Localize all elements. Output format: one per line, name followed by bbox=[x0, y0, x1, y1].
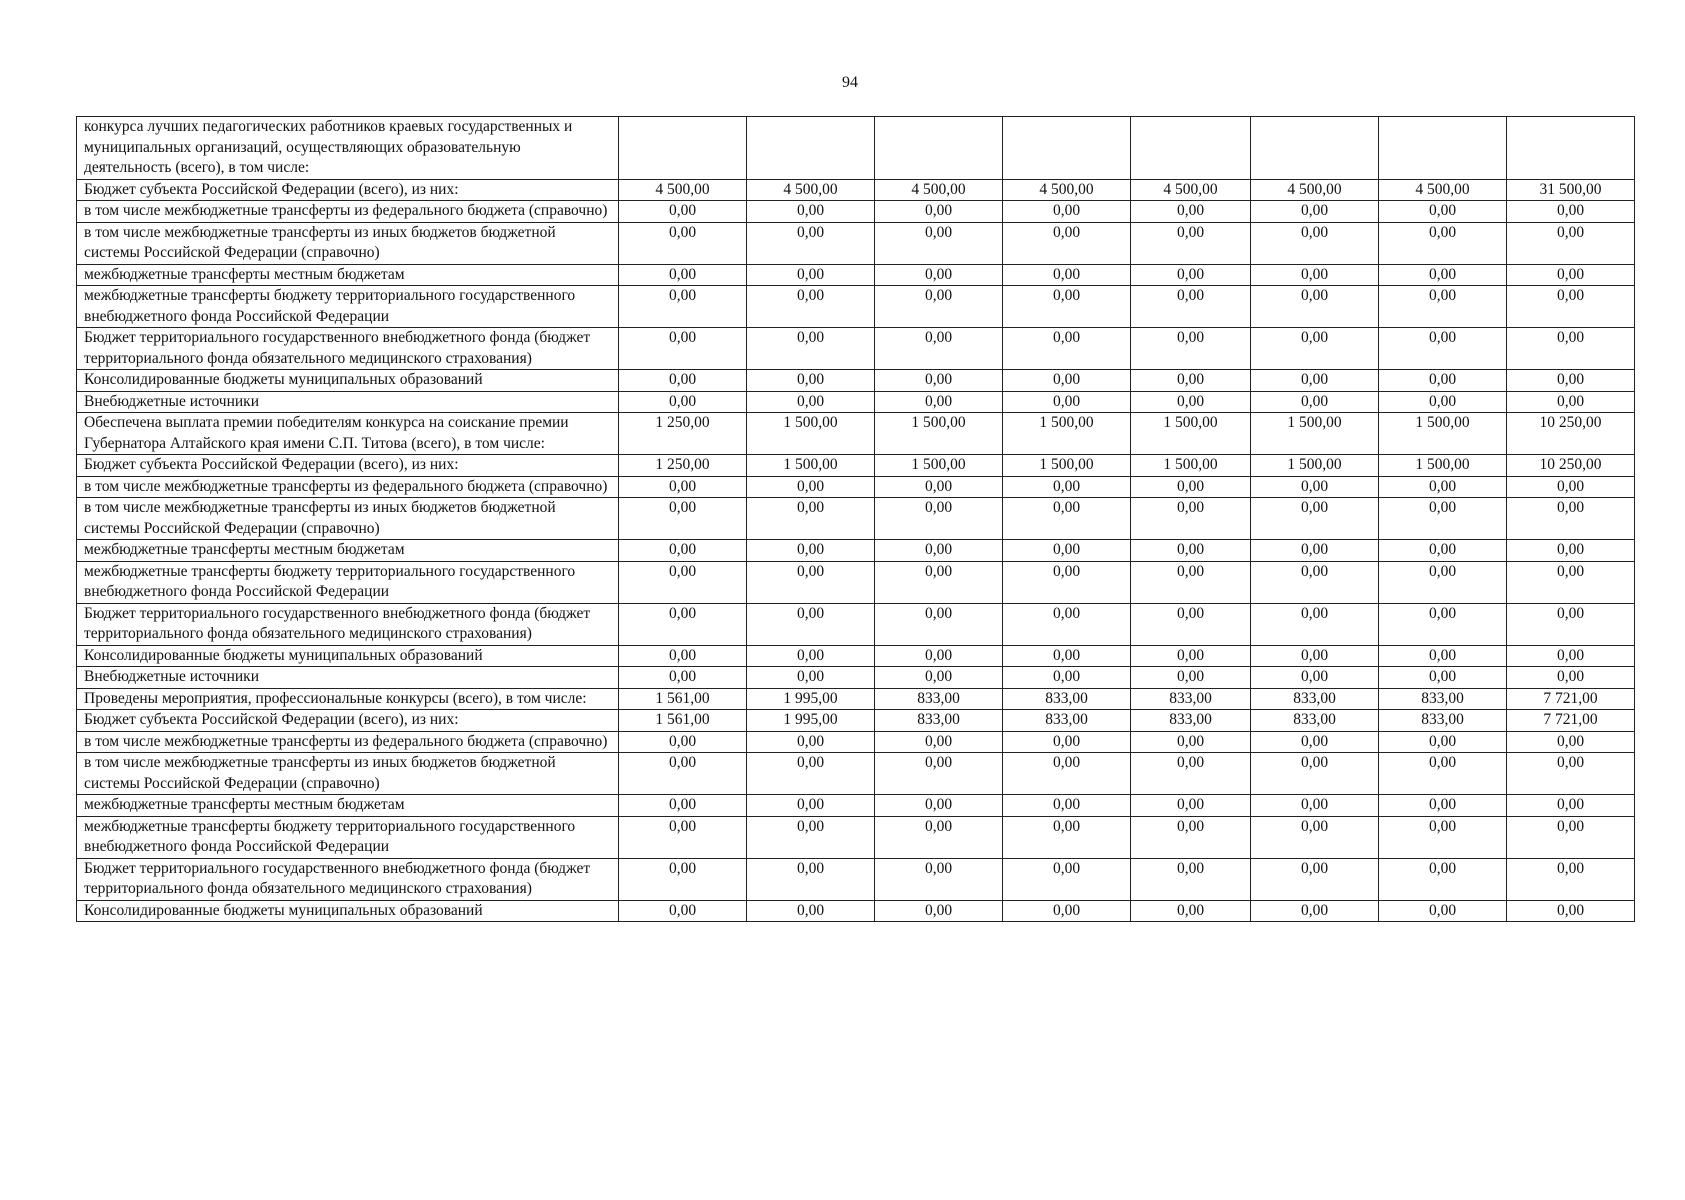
value-cell: 0,00 bbox=[1131, 561, 1251, 603]
value-cell: 4 500,00 bbox=[1379, 179, 1507, 201]
row-label: Консолидированные бюджеты муниципальных образований bbox=[77, 900, 619, 922]
value-cell: 0,00 bbox=[619, 264, 747, 286]
total-cell: 0,00 bbox=[1507, 667, 1635, 689]
budget-table bbox=[76, 116, 1635, 922]
total-cell: 0,00 bbox=[1507, 476, 1635, 498]
value-cell: 833,00 bbox=[1379, 710, 1507, 732]
value-cell: 0,00 bbox=[619, 370, 747, 392]
total-cell: 10 250,00 bbox=[1507, 455, 1635, 477]
value-cell: 0,00 bbox=[1251, 816, 1379, 858]
table-row bbox=[77, 476, 1635, 498]
value-cell: 0,00 bbox=[747, 201, 875, 223]
value-cell: 0,00 bbox=[747, 816, 875, 858]
value-cell: 0,00 bbox=[619, 201, 747, 223]
value-cell: 0,00 bbox=[747, 370, 875, 392]
table-row bbox=[77, 286, 1635, 328]
total-cell: 0,00 bbox=[1507, 731, 1635, 753]
value-cell: 0,00 bbox=[1131, 731, 1251, 753]
value-cell: 1 561,00 bbox=[619, 710, 747, 732]
value-cell: 0,00 bbox=[1131, 498, 1251, 540]
value-cell: 4 500,00 bbox=[619, 179, 747, 201]
value-cell: 0,00 bbox=[747, 561, 875, 603]
value-cell: 0,00 bbox=[875, 498, 1003, 540]
value-cell: 0,00 bbox=[1251, 201, 1379, 223]
value-cell: 4 500,00 bbox=[875, 179, 1003, 201]
value-cell: 0,00 bbox=[1251, 795, 1379, 817]
row-label: Внебюджетные источники bbox=[77, 391, 619, 413]
value-cell: 0,00 bbox=[1003, 498, 1131, 540]
value-cell: 0,00 bbox=[875, 858, 1003, 900]
total-cell: 0,00 bbox=[1507, 645, 1635, 667]
value-cell: 0,00 bbox=[875, 391, 1003, 413]
value-cell: 833,00 bbox=[1003, 710, 1131, 732]
row-label: межбюджетные трансферты местным бюджетам bbox=[77, 264, 619, 286]
value-cell: 0,00 bbox=[1131, 900, 1251, 922]
value-cell: 0,00 bbox=[875, 328, 1003, 370]
value-cell: 0,00 bbox=[619, 667, 747, 689]
value-cell: 833,00 bbox=[1251, 710, 1379, 732]
value-cell: 0,00 bbox=[875, 476, 1003, 498]
total-cell: 10 250,00 bbox=[1507, 413, 1635, 455]
value-cell: 0,00 bbox=[1003, 264, 1131, 286]
value-cell: 0,00 bbox=[1251, 731, 1379, 753]
row-label: Внебюджетные источники bbox=[77, 667, 619, 689]
value-cell: 0,00 bbox=[1131, 264, 1251, 286]
value-cell: 0,00 bbox=[1251, 328, 1379, 370]
value-cell bbox=[1003, 117, 1131, 180]
value-cell: 0,00 bbox=[1003, 667, 1131, 689]
value-cell: 0,00 bbox=[1379, 645, 1507, 667]
value-cell: 4 500,00 bbox=[1131, 179, 1251, 201]
value-cell: 1 250,00 bbox=[619, 455, 747, 477]
value-cell: 0,00 bbox=[1251, 286, 1379, 328]
row-label: Консолидированные бюджеты муниципальных образований bbox=[77, 645, 619, 667]
value-cell: 0,00 bbox=[875, 286, 1003, 328]
total-cell: 0,00 bbox=[1507, 561, 1635, 603]
value-cell: 0,00 bbox=[1251, 561, 1379, 603]
value-cell: 0,00 bbox=[1251, 264, 1379, 286]
value-cell: 833,00 bbox=[1003, 688, 1131, 710]
table-row bbox=[77, 201, 1635, 223]
value-cell: 1 500,00 bbox=[1003, 413, 1131, 455]
value-cell: 1 561,00 bbox=[619, 688, 747, 710]
table-row bbox=[77, 603, 1635, 645]
value-cell: 0,00 bbox=[875, 370, 1003, 392]
value-cell: 1 500,00 bbox=[747, 413, 875, 455]
value-cell: 0,00 bbox=[747, 264, 875, 286]
value-cell: 4 500,00 bbox=[1251, 179, 1379, 201]
table-row bbox=[77, 561, 1635, 603]
value-cell: 0,00 bbox=[1003, 561, 1131, 603]
value-cell: 0,00 bbox=[1379, 476, 1507, 498]
value-cell: 0,00 bbox=[747, 645, 875, 667]
value-cell: 0,00 bbox=[875, 603, 1003, 645]
value-cell bbox=[1251, 117, 1379, 180]
value-cell: 0,00 bbox=[1131, 328, 1251, 370]
value-cell: 0,00 bbox=[1131, 286, 1251, 328]
value-cell: 1 995,00 bbox=[747, 688, 875, 710]
value-cell: 0,00 bbox=[1379, 667, 1507, 689]
row-label: в том числе межбюджетные трансферты из иных бюджетов бюджетной системы Российской Федерации (справочно) bbox=[77, 498, 619, 540]
value-cell: 0,00 bbox=[875, 264, 1003, 286]
row-label: Бюджет субъекта Российской Федерации (всего), из них: bbox=[77, 455, 619, 477]
value-cell: 0,00 bbox=[1131, 540, 1251, 562]
value-cell: 1 500,00 bbox=[1379, 413, 1507, 455]
value-cell: 0,00 bbox=[1379, 561, 1507, 603]
total-cell: 31 500,00 bbox=[1507, 179, 1635, 201]
value-cell: 0,00 bbox=[1379, 753, 1507, 795]
value-cell: 0,00 bbox=[1131, 476, 1251, 498]
value-cell: 1 500,00 bbox=[875, 455, 1003, 477]
page-number: 94 bbox=[842, 74, 858, 91]
value-cell: 0,00 bbox=[1251, 858, 1379, 900]
value-cell: 4 500,00 bbox=[747, 179, 875, 201]
table-row bbox=[77, 391, 1635, 413]
value-cell: 0,00 bbox=[1379, 540, 1507, 562]
total-cell: 0,00 bbox=[1507, 328, 1635, 370]
value-cell: 833,00 bbox=[1251, 688, 1379, 710]
value-cell: 0,00 bbox=[1131, 201, 1251, 223]
value-cell: 0,00 bbox=[1003, 753, 1131, 795]
value-cell: 0,00 bbox=[1379, 222, 1507, 264]
value-cell: 1 250,00 bbox=[619, 413, 747, 455]
total-cell bbox=[1507, 117, 1635, 180]
total-cell: 0,00 bbox=[1507, 391, 1635, 413]
value-cell bbox=[1131, 117, 1251, 180]
value-cell: 833,00 bbox=[875, 710, 1003, 732]
value-cell: 1 500,00 bbox=[1003, 455, 1131, 477]
value-cell: 1 995,00 bbox=[747, 710, 875, 732]
row-label: в том числе межбюджетные трансферты из иных бюджетов бюджетной системы Российской Федерации (справочно) bbox=[77, 222, 619, 264]
table-row bbox=[77, 413, 1635, 455]
value-cell: 1 500,00 bbox=[1131, 413, 1251, 455]
table-row bbox=[77, 900, 1635, 922]
table-row bbox=[77, 688, 1635, 710]
row-label: в том числе межбюджетные трансферты из федерального бюджета (справочно) bbox=[77, 201, 619, 223]
row-label: в том числе межбюджетные трансферты из иных бюджетов бюджетной системы Российской Федерации (справочно) bbox=[77, 753, 619, 795]
value-cell: 0,00 bbox=[619, 900, 747, 922]
value-cell: 0,00 bbox=[1251, 667, 1379, 689]
value-cell: 0,00 bbox=[1379, 603, 1507, 645]
value-cell: 1 500,00 bbox=[1251, 413, 1379, 455]
value-cell bbox=[747, 117, 875, 180]
value-cell: 833,00 bbox=[875, 688, 1003, 710]
value-cell: 0,00 bbox=[747, 391, 875, 413]
value-cell: 0,00 bbox=[875, 816, 1003, 858]
total-cell: 7 721,00 bbox=[1507, 710, 1635, 732]
value-cell: 0,00 bbox=[1251, 645, 1379, 667]
value-cell: 0,00 bbox=[1003, 391, 1131, 413]
value-cell: 0,00 bbox=[875, 667, 1003, 689]
value-cell: 0,00 bbox=[1131, 667, 1251, 689]
value-cell: 0,00 bbox=[619, 795, 747, 817]
value-cell: 1 500,00 bbox=[875, 413, 1003, 455]
value-cell: 0,00 bbox=[1379, 900, 1507, 922]
table-row bbox=[77, 710, 1635, 732]
value-cell: 833,00 bbox=[1131, 710, 1251, 732]
value-cell: 0,00 bbox=[1003, 222, 1131, 264]
value-cell: 0,00 bbox=[619, 816, 747, 858]
value-cell: 0,00 bbox=[619, 753, 747, 795]
value-cell: 0,00 bbox=[1379, 286, 1507, 328]
value-cell: 0,00 bbox=[1003, 900, 1131, 922]
value-cell bbox=[875, 117, 1003, 180]
value-cell: 0,00 bbox=[1003, 201, 1131, 223]
table-row bbox=[77, 328, 1635, 370]
value-cell: 0,00 bbox=[619, 603, 747, 645]
value-cell: 0,00 bbox=[875, 795, 1003, 817]
value-cell: 0,00 bbox=[1131, 645, 1251, 667]
table-row bbox=[77, 540, 1635, 562]
value-cell: 0,00 bbox=[747, 900, 875, 922]
value-cell: 0,00 bbox=[619, 498, 747, 540]
value-cell: 0,00 bbox=[1379, 816, 1507, 858]
value-cell: 0,00 bbox=[1003, 645, 1131, 667]
row-label: Бюджет территориального государственного внебюджетного фонда (бюджет территориального фонда обязательного медицинского страхования) bbox=[77, 328, 619, 370]
value-cell: 0,00 bbox=[1003, 795, 1131, 817]
value-cell: 0,00 bbox=[619, 645, 747, 667]
value-cell: 0,00 bbox=[747, 286, 875, 328]
row-label: Обеспечена выплата премии победителям конкурса на соискание премии Губернатора Алтайского края имени С.П. Титова (всего), в том числе: bbox=[77, 413, 619, 455]
value-cell: 0,00 bbox=[619, 540, 747, 562]
value-cell: 0,00 bbox=[875, 753, 1003, 795]
value-cell: 0,00 bbox=[747, 498, 875, 540]
value-cell: 0,00 bbox=[747, 222, 875, 264]
value-cell: 0,00 bbox=[875, 731, 1003, 753]
value-cell: 0,00 bbox=[875, 561, 1003, 603]
row-label: Бюджет территориального государственного внебюджетного фонда (бюджет территориального фонда обязательного медицинского страхования) bbox=[77, 858, 619, 900]
total-cell: 0,00 bbox=[1507, 753, 1635, 795]
table-row bbox=[77, 816, 1635, 858]
total-cell: 7 721,00 bbox=[1507, 688, 1635, 710]
value-cell: 4 500,00 bbox=[1003, 179, 1131, 201]
row-label: Проведены мероприятия, профессиональные конкурсы (всего), в том числе: bbox=[77, 688, 619, 710]
table-row bbox=[77, 731, 1635, 753]
value-cell: 0,00 bbox=[875, 201, 1003, 223]
value-cell: 0,00 bbox=[1251, 540, 1379, 562]
row-label: межбюджетные трансферты местным бюджетам bbox=[77, 540, 619, 562]
value-cell: 0,00 bbox=[619, 328, 747, 370]
row-label: Бюджет территориального государственного внебюджетного фонда (бюджет территориального фонда обязательного медицинского страхования) bbox=[77, 603, 619, 645]
table-row bbox=[77, 455, 1635, 477]
table-row bbox=[77, 370, 1635, 392]
value-cell: 0,00 bbox=[1003, 370, 1131, 392]
row-label: в том числе межбюджетные трансферты из федерального бюджета (справочно) bbox=[77, 476, 619, 498]
total-cell: 0,00 bbox=[1507, 286, 1635, 328]
value-cell: 0,00 bbox=[619, 731, 747, 753]
table-row bbox=[77, 264, 1635, 286]
value-cell: 0,00 bbox=[619, 858, 747, 900]
value-cell: 0,00 bbox=[1379, 858, 1507, 900]
value-cell: 0,00 bbox=[619, 391, 747, 413]
table-row bbox=[77, 667, 1635, 689]
row-label: межбюджетные трансферты бюджету территориального государственного внебюджетного фонда Российской Федерации bbox=[77, 816, 619, 858]
value-cell: 0,00 bbox=[875, 540, 1003, 562]
value-cell: 0,00 bbox=[619, 476, 747, 498]
value-cell: 0,00 bbox=[747, 540, 875, 562]
row-label: конкурса лучших педагогических работников краевых государственных и муниципальных организаций, осуществляющих образовательную деятельность (всего), в том числе: bbox=[77, 117, 619, 180]
row-label: в том числе межбюджетные трансферты из федерального бюджета (справочно) bbox=[77, 731, 619, 753]
value-cell: 0,00 bbox=[875, 900, 1003, 922]
total-cell: 0,00 bbox=[1507, 498, 1635, 540]
value-cell: 0,00 bbox=[1003, 540, 1131, 562]
value-cell: 0,00 bbox=[875, 222, 1003, 264]
value-cell: 0,00 bbox=[1131, 753, 1251, 795]
value-cell: 0,00 bbox=[1131, 816, 1251, 858]
value-cell: 833,00 bbox=[1131, 688, 1251, 710]
value-cell: 0,00 bbox=[619, 222, 747, 264]
table-row bbox=[77, 858, 1635, 900]
value-cell: 0,00 bbox=[1003, 731, 1131, 753]
value-cell: 0,00 bbox=[747, 603, 875, 645]
value-cell: 0,00 bbox=[1379, 391, 1507, 413]
value-cell: 1 500,00 bbox=[1379, 455, 1507, 477]
value-cell: 0,00 bbox=[1251, 476, 1379, 498]
table-row bbox=[77, 795, 1635, 817]
value-cell: 0,00 bbox=[1003, 476, 1131, 498]
value-cell: 1 500,00 bbox=[1251, 455, 1379, 477]
value-cell: 0,00 bbox=[1251, 370, 1379, 392]
value-cell: 0,00 bbox=[1003, 328, 1131, 370]
value-cell: 0,00 bbox=[1003, 286, 1131, 328]
value-cell: 0,00 bbox=[747, 731, 875, 753]
row-label: Бюджет субъекта Российской Федерации (всего), из них: bbox=[77, 710, 619, 732]
total-cell: 0,00 bbox=[1507, 201, 1635, 223]
table-row bbox=[77, 179, 1635, 201]
value-cell: 0,00 bbox=[619, 286, 747, 328]
value-cell: 0,00 bbox=[1251, 753, 1379, 795]
value-cell: 0,00 bbox=[619, 561, 747, 603]
value-cell: 0,00 bbox=[747, 328, 875, 370]
value-cell: 0,00 bbox=[747, 667, 875, 689]
row-label: Бюджет субъекта Российской Федерации (всего), из них: bbox=[77, 179, 619, 201]
value-cell: 0,00 bbox=[1131, 795, 1251, 817]
table-row bbox=[77, 222, 1635, 264]
value-cell: 0,00 bbox=[1379, 795, 1507, 817]
value-cell: 0,00 bbox=[1379, 498, 1507, 540]
value-cell: 0,00 bbox=[747, 795, 875, 817]
value-cell bbox=[1379, 117, 1507, 180]
value-cell: 0,00 bbox=[1379, 201, 1507, 223]
value-cell: 1 500,00 bbox=[747, 455, 875, 477]
value-cell: 0,00 bbox=[875, 645, 1003, 667]
total-cell: 0,00 bbox=[1507, 264, 1635, 286]
table-row bbox=[77, 498, 1635, 540]
value-cell: 0,00 bbox=[1379, 370, 1507, 392]
value-cell: 0,00 bbox=[1003, 816, 1131, 858]
total-cell: 0,00 bbox=[1507, 900, 1635, 922]
value-cell: 0,00 bbox=[1379, 731, 1507, 753]
value-cell: 0,00 bbox=[747, 476, 875, 498]
table-row bbox=[77, 753, 1635, 795]
total-cell: 0,00 bbox=[1507, 858, 1635, 900]
value-cell: 0,00 bbox=[1251, 900, 1379, 922]
table-row bbox=[77, 645, 1635, 667]
value-cell: 0,00 bbox=[1003, 603, 1131, 645]
value-cell: 0,00 bbox=[747, 753, 875, 795]
table-row bbox=[77, 117, 1635, 180]
total-cell: 0,00 bbox=[1507, 222, 1635, 264]
value-cell: 0,00 bbox=[1003, 858, 1131, 900]
value-cell: 0,00 bbox=[1131, 858, 1251, 900]
value-cell: 0,00 bbox=[747, 858, 875, 900]
value-cell: 0,00 bbox=[1379, 264, 1507, 286]
value-cell: 0,00 bbox=[1251, 391, 1379, 413]
total-cell: 0,00 bbox=[1507, 540, 1635, 562]
value-cell bbox=[619, 117, 747, 180]
value-cell: 0,00 bbox=[1251, 222, 1379, 264]
value-cell: 1 500,00 bbox=[1131, 455, 1251, 477]
row-label: межбюджетные трансферты местным бюджетам bbox=[77, 795, 619, 817]
total-cell: 0,00 bbox=[1507, 603, 1635, 645]
value-cell: 0,00 bbox=[1131, 370, 1251, 392]
value-cell: 0,00 bbox=[1379, 328, 1507, 370]
value-cell: 833,00 bbox=[1379, 688, 1507, 710]
total-cell: 0,00 bbox=[1507, 370, 1635, 392]
value-cell: 0,00 bbox=[1251, 498, 1379, 540]
row-label: Консолидированные бюджеты муниципальных образований bbox=[77, 370, 619, 392]
row-label: межбюджетные трансферты бюджету территориального государственного внебюджетного фонда Российской Федерации bbox=[77, 561, 619, 603]
value-cell: 0,00 bbox=[1131, 603, 1251, 645]
value-cell: 0,00 bbox=[1131, 222, 1251, 264]
total-cell: 0,00 bbox=[1507, 816, 1635, 858]
total-cell: 0,00 bbox=[1507, 795, 1635, 817]
row-label: межбюджетные трансферты бюджету территориального государственного внебюджетного фонда Российской Федерации bbox=[77, 286, 619, 328]
value-cell: 0,00 bbox=[1131, 391, 1251, 413]
value-cell: 0,00 bbox=[1251, 603, 1379, 645]
